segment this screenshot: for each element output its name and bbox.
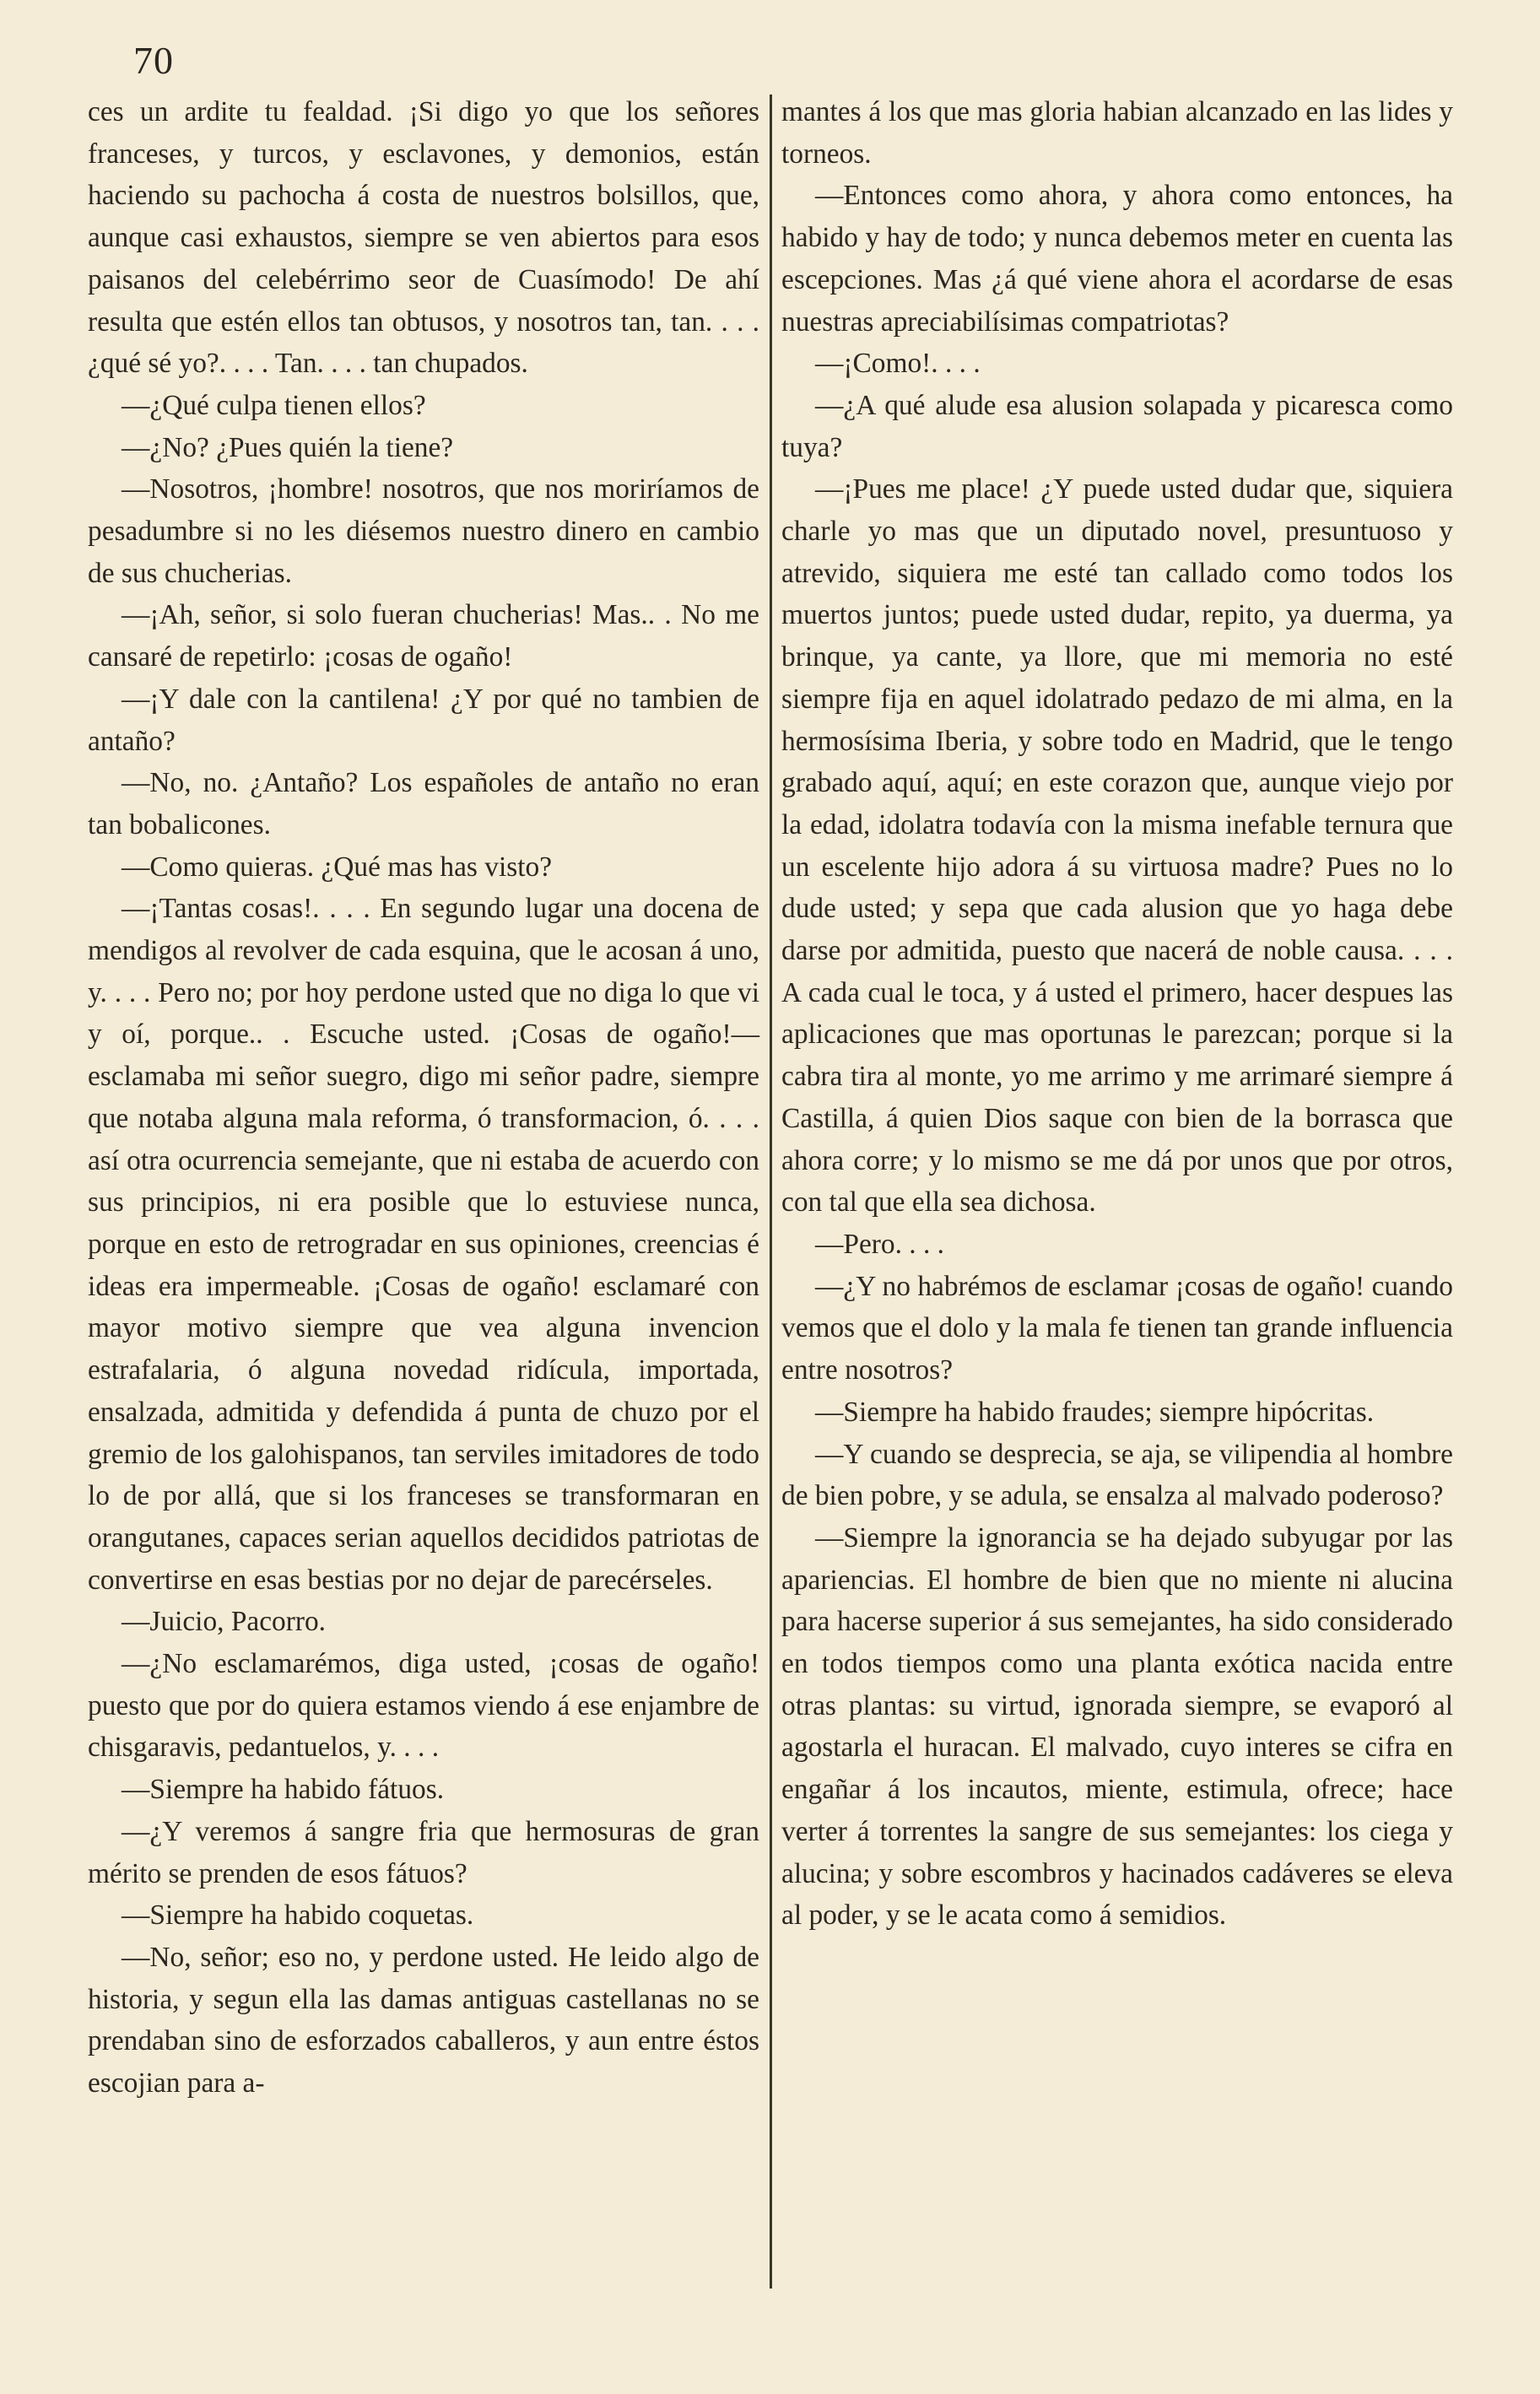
paragraph: —¡Como!. . . . <box>815 348 981 380</box>
page-number: 70 <box>133 39 174 82</box>
paragraph: —¡Y dale con la cantilena! ¿Y por qué no tambien de antaño? <box>88 683 759 757</box>
paragraph: —¿Y veremos á sangre fria que hermosuras de gran mérito se prenden de esos fátuos? <box>88 1815 759 1889</box>
column-divider <box>770 95 772 2289</box>
left-column <box>88 91 759 2105</box>
paragraph: —¿No? ¿Pues quién la tiene? <box>122 431 454 463</box>
paragraph: mantes á los que mas gloria habian alcanzado en las lides y torneos. <box>781 96 1453 170</box>
paragraph: —¡Pues me place! ¿Y puede usted dudar que, siquiera charle yo mas que un diputado novel, presuntuoso y atrevido, siquiera me esté tan callado como todos los muertos juntos; puede usted dudar, repito, ya duerma, ya brinque, ya cante, ya llore, que mi memoria no esté siempre fija en aquel idolatrado pedazo de mi alma, en la hermosísima Iberia, y sobre todo en Madrid, que le tengo grabado aquí, aquí; en este corazon que, aunque viejo por la edad, idolatra todavía con la misma inefable ternura que un escelente hijo adora á su virtuosa madre? Pues no lo dude usted; y sepa que cada alusion que yo haga debe darse por admitida, puesto que nacerá de noble causa. . . . A cada cual le toca, y á usted el primero, hacer despues las aplicaciones que mas oportunas le parezcan; porque si la cabra tira al monte, yo me arrimo y me arrimaré siempre á Castilla, á quien Dios saque con bien de la borrasca que ahora corre; y lo mismo se me dá por unos que por otros, con tal que ella sea dichosa. <box>781 473 1453 1219</box>
paragraph: —Siempre ha habido coquetas. <box>122 1900 474 1932</box>
paragraph: —Juicio, Pacorro. <box>122 1606 327 1638</box>
paragraph: —¿A qué alude esa alusion solapada y picaresca como tuya? <box>781 389 1453 463</box>
paragraph: —¿Qué culpa tienen ellos? <box>122 389 426 421</box>
paragraph: ces un ardite tu fealdad. ¡Si digo yo que los señores franceses, y turcos, y esclavones, y demonios, están haciendo su pachocha á costa de nuestros bolsillos, que, aunque casi exhaustos, siempre se ven abiertos para esos paisanos del celebérrimo seor de Cuasímodo! De ahí resulta que estén ellos tan obtusos, y nosotros tan, tan. . . . ¿qué sé yo?. . . . Tan. . . . tan chupados. <box>88 96 759 380</box>
paragraph: —¿No esclamarémos, diga usted, ¡cosas de ogaño! puesto que por do quiera estamos viendo á ese enjambre de chisgaravis, pedantuelos, y. . . . <box>88 1648 759 1764</box>
paragraph: —Pero. . . . <box>815 1228 945 1260</box>
paragraph: —Siempre ha habido fraudes; siempre hipócritas. <box>815 1396 1375 1428</box>
paragraph: —Y cuando se desprecia, se aja, se vilipendia al hombre de bien pobre, y se adula, se ensalza al malvado poderoso? <box>781 1438 1453 1512</box>
paragraph: —Nosotros, ¡hombre! nosotros, que nos moriríamos de pesadumbre si no les diésemos nuestro dinero en cambio de sus chucherias. <box>88 473 759 589</box>
paragraph: —Siempre la ignorancia se ha dejado subyugar por las apariencias. El hombre de bien que no miente ni alucina para hacerse superior á sus semejantes, ha sido considerado en todos tiempos como una planta exótica nacida entre otras plantas: su virtud, ignorada siempre, se evaporó al agostarla el huracan. El malvado, cuyo interes se cifra en engañar á los incautos, miente, estimula, ofrece; hace verter á torrentes la sangre de sus semejantes: los ciega y alucina; y sobre escombros y hacinados cadáveres se eleva al poder, y se le acata como á semidios. <box>781 1521 1453 1932</box>
paragraph: —Siempre ha habido fátuos. <box>122 1774 445 1806</box>
paragraph: —No, señor; eso no, y perdone usted. He leido algo de historia, y segun ella las damas antiguas castellanas no se prendaban sino de esforzados caballeros, y aun entre éstos escojian para a- <box>88 1941 759 2099</box>
paragraph: —Entonces como ahora, y ahora como entonces, ha habido y hay de todo; y nunca debemos meter en cuenta las escepciones. Mas ¿á qué viene ahora el acordarse de esas nuestras apreciabilísimas compatriotas? <box>781 180 1453 338</box>
paragraph: —Como quieras. ¿Qué mas has visto? <box>122 851 553 883</box>
paragraph: —¿Y no habrémos de esclamar ¡cosas de ogaño! cuando vemos que el dolo y la mala fe tienen tan grande influencia entre nosotros? <box>781 1270 1453 1386</box>
right-column <box>781 91 1453 1937</box>
paragraph: —¡Ah, señor, si solo fueran chucherias! Mas.. . No me cansaré de repetirlo: ¡cosas de ogaño! <box>88 599 759 673</box>
paragraph: —¡Tantas cosas!. . . . En segundo lugar una docena de mendigos al revolver de cada esquina, que le acosan á uno, y. . . . Pero no; por hoy perdone usted que no diga lo que vi y oí, porque.. . Escuche usted. ¡Cosas de ogaño!—esclamaba mi señor suegro, digo mi señor padre, siempre que notaba alguna mala reforma, ó transformacion, ó. . . . así otra ocurrencia semejante, que ni estaba de acuerdo con sus principios, ni era posible que lo estuviese nunca, porque en esto de retrogradar en sus opiniones, creencias é ideas era impermeable. ¡Cosas de ogaño! esclamaré con mayor motivo siempre que vea alguna invencion estrafalaria, ó alguna novedad ridícula, importada, ensalzada, admitida y defendida á punta de chuzo por el gremio de los galohispanos, tan serviles imitadores de todo lo de por allá, que si los franceses se transformaran en orangutanes, capaces serian aquellos decididos patriotas de convertirse en esas bestias por no dejar de parecérseles. <box>88 893 759 1596</box>
paragraph: —No, no. ¿Antaño? Los españoles de antaño no eran tan bobalicones. <box>88 767 759 840</box>
